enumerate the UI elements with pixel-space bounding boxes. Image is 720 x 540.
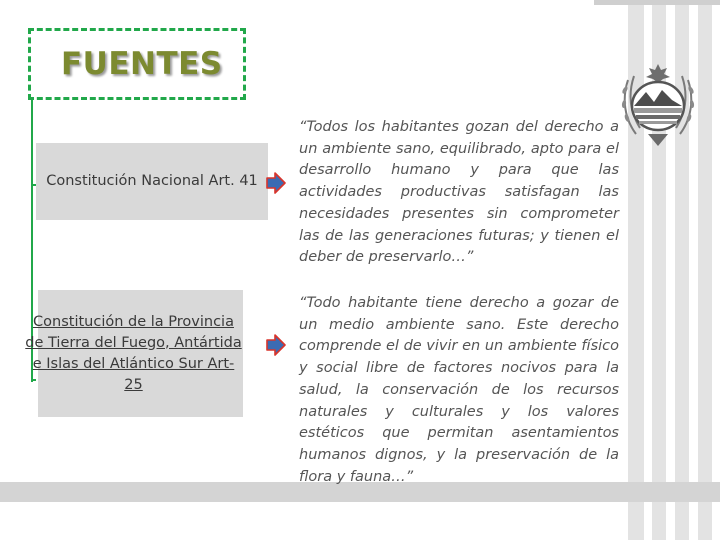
source-label: Constitución de la Provincia de Tierra del Fuego, Antártida e Islas del Atlántico Sur Art- 25 xyxy=(25,313,242,393)
source-label-box xyxy=(25,290,243,417)
province-emblem-icon xyxy=(614,50,702,158)
source-label-box xyxy=(36,143,268,220)
arrow-right-icon xyxy=(266,334,286,356)
source-quote: “Todos los habitantes gozan del derecho a un ambiente sano, equilibrado, apto para el desarrollo humano y para que las actividades productivas satisfagan las necesidades presentes sin comprometer las de las generaciones futuras; y tienen el deber de preservarlo…” xyxy=(299,119,619,266)
source-quote: “Todo habitante tiene derecho a gozar de un medio ambiente sano. Este derecho comprende el de vivir en un ambiente físico y social libre de factores nocivos para la salud, la conservación de los recursos naturales y culturales y los valores estéticos que permitan asentamientos humanos dignos, y la preservación de la flora y fauna…” xyxy=(299,295,619,485)
source-label: Constitución Nacional Art. 41 xyxy=(46,173,258,189)
decorative-top-bar xyxy=(594,0,720,5)
page-title: FUENTES xyxy=(61,46,223,82)
title-frame xyxy=(28,28,246,100)
arrow-right-icon xyxy=(266,172,286,194)
